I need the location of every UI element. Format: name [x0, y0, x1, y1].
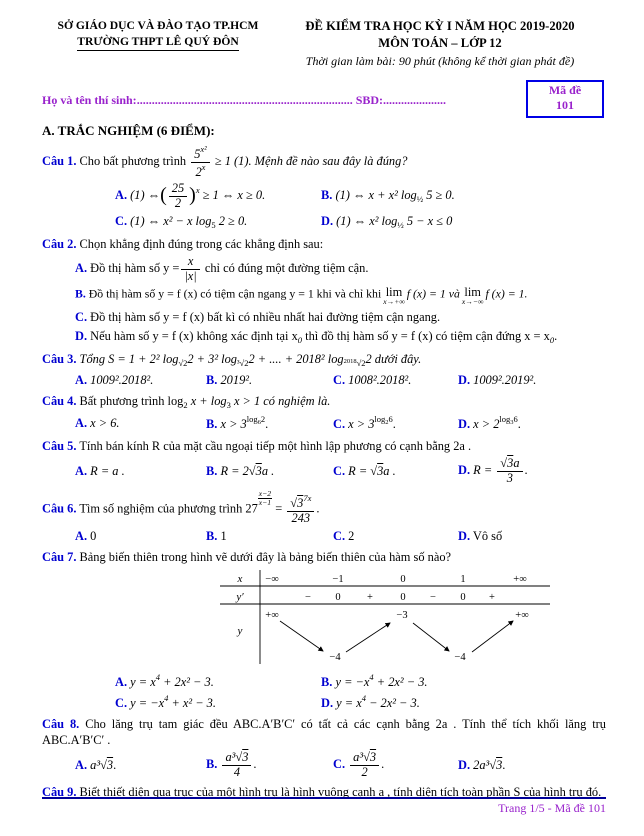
question-4-label: Câu 4. — [42, 394, 77, 409]
question-7: Câu 7. Bảng biến thiên trong hình vẽ dưới đây là bảng biến thiên của hàm số nào? x −∞ −1 0 1 +∞ y′ − 0 + 0 − 0 + y +∞ −4 −3 −4 +∞ A. $y = x^4 + 2x^2 - 3$. B. $y = -x^4 + 2x^2 - 3$. C. $y = -x^4 + x^2 - 3$. D. $y = x^4 - 2x^2 - 3$. — [42, 549, 606, 711]
q3-option-d: D. 1009².2019². — [458, 373, 537, 388]
question-9-label: Câu 9. — [42, 785, 77, 800]
arrow-up-2 — [472, 621, 513, 652]
exam-title-block — [274, 18, 606, 69]
q6-exponent-fraction: $\frac{x-2}{x-1}$ — [258, 488, 272, 508]
q7-option-b: B. $y = -x^4 + 2x^2 - 3$. — [321, 671, 428, 689]
question-1-label: Câu 1. — [42, 153, 77, 168]
q8-option-d: D. 2a³√3. — [458, 757, 506, 772]
q1-option-a: A. (1) ⇔( $\frac{25}{2}$ )$^x$ ≥ 1 ⇔ x ≥ 0. — [115, 180, 266, 210]
arrow-down-2 — [413, 623, 449, 651]
q1-option-c: C. (1) ⇔ x² − x $\log_5 2 \ge 0$. — [115, 213, 248, 230]
q8-option-b: B. $\frac{\text{a³√3}}{4}$ . — [206, 750, 257, 780]
q6-option-d: D. Vô số — [458, 529, 503, 544]
q6-option-c: C. 2 — [333, 529, 355, 544]
question-3: Câu 3. Tổng S = 1 + 2² $\log_{√2}2 + 3^2$ $\log_{^3√2}2$ + .... + 2018² $\log_{^{2018}√2}2$ dưới đây. A. 1009².2018². B. 2019². C. 1008².2018². D. 1009².2019². — [42, 352, 537, 388]
svg-text:+∞: +∞ — [265, 610, 279, 622]
q6-option-b: B. 1 — [206, 529, 227, 544]
exam-duration: Thời gian làm bài: 90 phút (không kể thời gian phát đề) — [305, 54, 575, 68]
question-6: Câu 6. Tìm số nghiệm của phương trình 27 $\frac{x-2}{x-1}$ = $\frac{√3^{7x}}{243}$ . A. 0 B. 1 C. 2 D. Vô số — [42, 488, 503, 544]
arrow-down-1 — [280, 621, 323, 651]
q2-option-d: D. Nếu hàm số y = f (x) không xác định tại $x_0$ thì đồ thị hàm số y = f (x) có tiệm cận đứng $x = x_0$. — [75, 329, 558, 346]
sbd-label: SBD: — [355, 93, 384, 108]
q1-fraction: $\frac{5^{x^2}}{2^x}$ — [191, 145, 210, 179]
q4-option-c: C. $x > 3^{log_26}$. — [333, 414, 396, 432]
question-2-label: Câu 2. — [42, 236, 77, 251]
question-7-label: Câu 7. — [42, 550, 77, 565]
svg-text:−3: −3 — [396, 610, 408, 622]
row-yprime-label: y′ — [236, 591, 244, 604]
question-4: Câu 4. Bất phương trình $\log_2 x + \log_3 x > 1$ có nghiệm là. A. x > 6. B. $x > 3^{log_62}$. C. $x > 3^{log_26}$. D. $x > 2^{log_36}$. — [42, 394, 521, 432]
q3-option-c: C. 1008².2018². — [333, 373, 412, 388]
variation-table — [220, 568, 550, 664]
svg-text:−1: −1 — [332, 574, 344, 586]
svg-text:0: 0 — [400, 592, 406, 604]
question-1-text: Cho bất phương trình — [79, 153, 187, 168]
svg-text:+∞: +∞ — [513, 574, 527, 586]
question-5: Câu 5. Tính bán kính R của mặt cầu ngoại tiếp một hình lập phương có cạnh bằng 2a . A. R = a . B. R = 2√3a . C. R = √3a . D. R = $\frac{√3a}{3}$ . — [42, 438, 528, 485]
svg-text:+: + — [489, 592, 495, 604]
svg-text:−4: −4 — [454, 652, 466, 664]
question-9: Câu 9. Biết thiết diện qua trục của một hình trụ là hình vuông cạnh a , tính diện tích toàn phần S của hình trụ đó. — [42, 785, 602, 800]
q3-option-b: B. 2019². — [206, 373, 253, 388]
svg-text:0: 0 — [335, 592, 341, 604]
question-2-text: Chọn khẳng định đúng trong các khẳng định sau: — [79, 236, 324, 251]
question-2 — [42, 236, 606, 346]
q7-option-d: D. $y = x^4 - 2x^2 - 3$. — [321, 692, 420, 710]
svg-text:−: − — [430, 592, 436, 604]
candidate-name-label: Họ và tên thí sinh: — [42, 93, 137, 108]
exam-title: ĐỀ KIỂM TRA HỌC KỲ I NĂM HỌC 2019-2020 — [305, 19, 575, 33]
q5-option-d: D. R = $\frac{√3a}{3}$ . — [458, 455, 528, 485]
q8-option-a: A. a³√3. — [75, 757, 117, 772]
exam-code-value: 101 — [556, 98, 574, 112]
question-8-label: Câu 8. — [42, 716, 80, 731]
q5-option-b: B. R = 2√3a . — [206, 463, 275, 478]
q5-option-a: A. R = a . — [75, 463, 125, 478]
exam-subject: MÔN TOÁN – LỚP 12 — [378, 36, 502, 50]
q4-option-d: D. $x > 2^{log_36}$. — [458, 414, 521, 432]
q2-option-c: C. Đồ thị hàm số y = f (x) bất kì có nhiều nhất hai đường tiệm cận ngang. — [75, 310, 441, 325]
q1-option-b: B. (1) ⇔ x + x² $\log_{\frac{1}{2}} 5 \ge 0$. — [321, 187, 455, 204]
arrow-up-1 — [346, 623, 390, 652]
exam-code-label: Mã đề — [548, 83, 582, 97]
q7-option-c: C. $y = -x^4 + x^2 - 3$. — [115, 692, 216, 710]
row-y-label: y — [237, 625, 243, 638]
q5-option-c: C. R = √3a . — [333, 463, 396, 478]
candidate-name-blank: ........................................................................ — [136, 93, 353, 108]
row-x-label: x — [237, 573, 243, 586]
doc-header — [42, 18, 606, 69]
svg-text:−: − — [305, 592, 311, 604]
q2-option-a: A. Đồ thị hàm số y = $\frac{x}{|x|}$ chỉ có đúng một đường tiệm cận. — [75, 254, 369, 284]
candidate-line — [42, 93, 494, 109]
q1-option-d: D. (1) ⇔ x² $\log_{\frac{1}{2}} 5 - x \le 0$ — [321, 213, 453, 230]
exam-code-box — [526, 80, 604, 118]
q8-option-c: C. $\frac{\text{a³√3}}{2}$ . — [333, 750, 385, 780]
school-name: TRƯỜNG THPT LÊ QUÝ ĐÔN — [77, 34, 238, 52]
svg-text:0: 0 — [460, 592, 466, 604]
q4-option-a: A. x > 6. — [75, 416, 120, 431]
svg-text:0: 0 — [400, 574, 406, 586]
q6-rhs-fraction: $\frac{√3^{7x}}{243}$ — [287, 494, 314, 525]
svg-text:+: + — [367, 592, 373, 604]
page-number: Trang 1/5 - Mã đề 101 — [498, 801, 606, 815]
question-5-label: Câu 5. — [42, 438, 77, 453]
svg-text:+∞: +∞ — [515, 610, 529, 622]
q7-option-a: A. $y = x^4 + 2x^2 - 3$. — [115, 671, 214, 689]
question-6-label: Câu 6. — [42, 501, 77, 516]
section-title: A. TRẮC NGHIỆM (6 ĐIỂM): — [42, 122, 215, 138]
q2-option-b: B. Đồ thị hàm số y = f (x) có tiệm cận ngang y = 1 khi và chỉ khi lim x→+∞ f (x) = 1 và lim x→−∞ f (x) = 1. — [75, 285, 528, 307]
q3-option-a: A. 1009².2018². — [75, 373, 154, 388]
question-1: Câu 1. Cho bất phương trình $\frac{5^{x^2}}{2^x}$ ≥ 1 (1). Mệnh đề nào sau đây là đúng? A. (1) ⇔( $\frac{25}{2}$ )$^x$ ≥ 1 ⇔ x ≥ 0. B. (1) ⇔ x + x² $\log_{\frac{1}{2}} 5 \ge 0$. C. (1) ⇔ x² − x $\log_5 2 \ge 0$. D. (1) ⇔ x² $\log_{\frac{1}{2}} 5 - x \le 0$ — [42, 143, 455, 230]
svg-text:1: 1 — [460, 574, 466, 586]
q4-option-b: B. $x > 3^{log_62}$. — [206, 414, 269, 432]
question-3-label: Câu 3. — [42, 352, 77, 367]
page-footer — [42, 797, 606, 817]
svg-text:−∞: −∞ — [265, 574, 279, 586]
svg-text:−4: −4 — [329, 652, 341, 664]
department-name: SỞ GIÁO DỤC VÀ ĐÀO TẠO TP.HCM — [57, 19, 259, 32]
q6-option-a: A. 0 — [75, 529, 97, 544]
sbd-blank: ..................... — [383, 93, 447, 108]
question-8: Câu 8. Cho lăng trụ tam giác đều ABC.A′B′C′ có tất cả các cạnh bằng 2a . Tính thể tích khối lăng trụ ABC.A′B′C′ . A. a³√3. B. $\frac{\text{a³√3}}{4}$ . C. $\frac{\text{a³√3}}{2}$ . D. 2a³√3. — [42, 716, 606, 780]
issuer-block — [42, 18, 274, 69]
